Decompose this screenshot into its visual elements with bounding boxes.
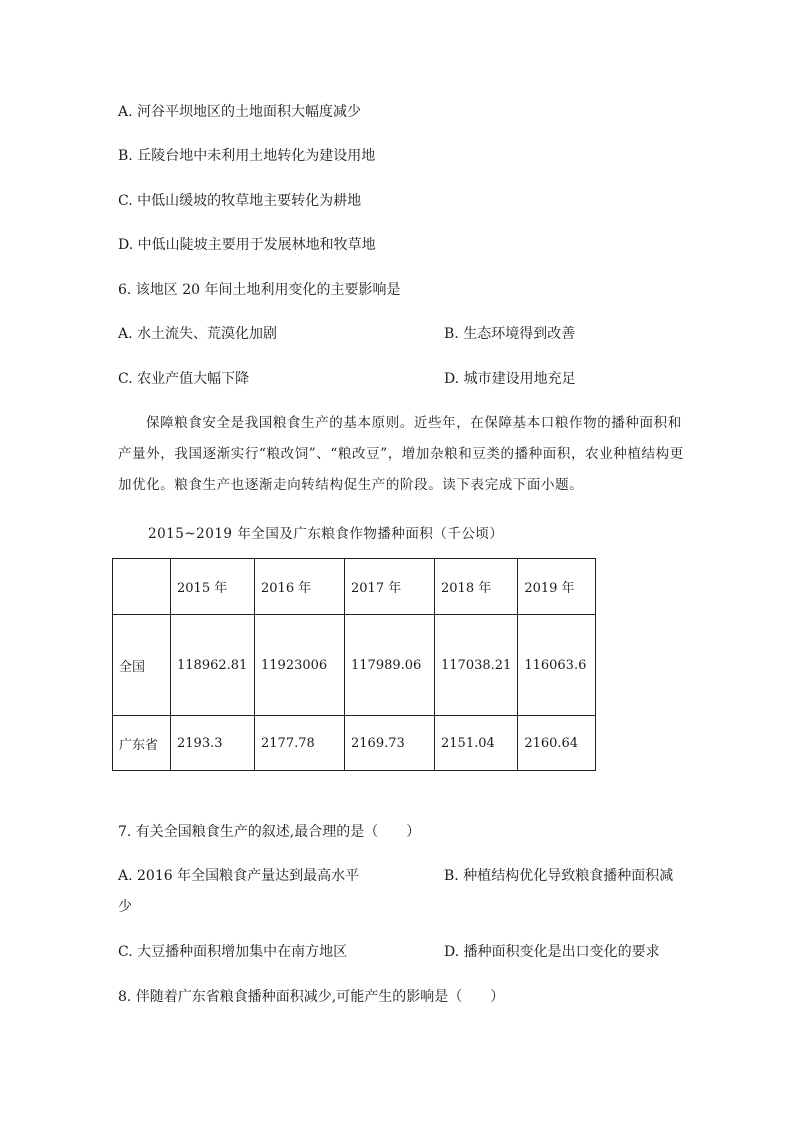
table-cell: 118962.81 xyxy=(171,615,255,716)
row-label: 全国 xyxy=(113,615,171,716)
q6-option-c: C. 农业产值大幅下降 xyxy=(118,371,250,387)
table-row xyxy=(113,716,596,771)
table-cell: 11923006 xyxy=(255,615,345,716)
table-cell: 116063.6 xyxy=(518,615,596,716)
header-cell: 2018 年 xyxy=(435,559,518,615)
table-cell: 2169.73 xyxy=(345,716,435,771)
table-cell: 2177.78 xyxy=(255,716,345,771)
table-header-row xyxy=(113,559,596,615)
row-label: 广东省 xyxy=(113,716,171,771)
q6-stem: 6. 该地区 20 年间土地利用变化的主要影响是 xyxy=(118,282,401,298)
q8-stem: 8. 伴随着广东省粮食播种面积减少,可能产生的影响是（ ） xyxy=(118,989,505,1005)
header-cell: 2016 年 xyxy=(255,559,345,615)
reading-passage: 保障粮食安全是我国粮食生产的基本原则。近些年，在保障基本口粮作物的播种面积和产量外，我国逐渐实行“粮改饲”、“粮改豆”，增加杂粮和豆类的播种面积，农业种植结构更加优化。粮食生产也逐渐走向转结构促生产的阶段。读下表完成下面小题。 xyxy=(118,415,684,493)
table-cell: 2193.3 xyxy=(171,716,255,771)
q7-stem: 7. 有关全国粮食生产的叙述,最合理的是（ ） xyxy=(118,824,421,840)
table-cell: 117989.06 xyxy=(345,615,435,716)
q7-option-a: A. 2016 年全国粮食产量达到最高水平 xyxy=(118,868,360,884)
table-cell: 2160.64 xyxy=(518,716,596,771)
table-row xyxy=(113,615,596,716)
table-cell: 2151.04 xyxy=(435,716,518,771)
q6-option-b: B. 生态环境得到改善 xyxy=(444,326,576,342)
q6-option-a: A. 水土流失、荒漠化加剧 xyxy=(118,326,278,342)
q5-option-b: B. 丘陵台地中未利用土地转化为建设用地 xyxy=(118,148,376,164)
header-cell: 2019 年 xyxy=(518,559,596,615)
q5-option-c: C. 中低山缓坡的牧草地主要转化为耕地 xyxy=(118,193,362,209)
header-cell: 2015 年 xyxy=(171,559,255,615)
data-table xyxy=(112,558,596,771)
table-cell: 117038.21 xyxy=(435,615,518,716)
table-caption: 2015~2019 年全国及广东粮食作物播种面积（千公顷） xyxy=(148,526,504,542)
header-cell: 2017 年 xyxy=(345,559,435,615)
q7-option-d: D. 播种面积变化是出口变化的要求 xyxy=(444,944,660,960)
q7-option-b: B. 种植结构优化导致粮食播种面积减 xyxy=(444,868,674,884)
q7-option-c: C. 大豆播种面积增加集中在南方地区 xyxy=(118,944,348,960)
q7-option-b-continued: 少 xyxy=(118,899,132,915)
q6-option-d: D. 城市建设用地充足 xyxy=(444,371,576,387)
q5-option-a: A. 河谷平坝地区的土地面积大幅度减少 xyxy=(118,104,362,120)
header-cell xyxy=(113,559,171,615)
q5-option-d: D. 中低山陡坡主要用于发展林地和牧草地 xyxy=(118,237,376,253)
